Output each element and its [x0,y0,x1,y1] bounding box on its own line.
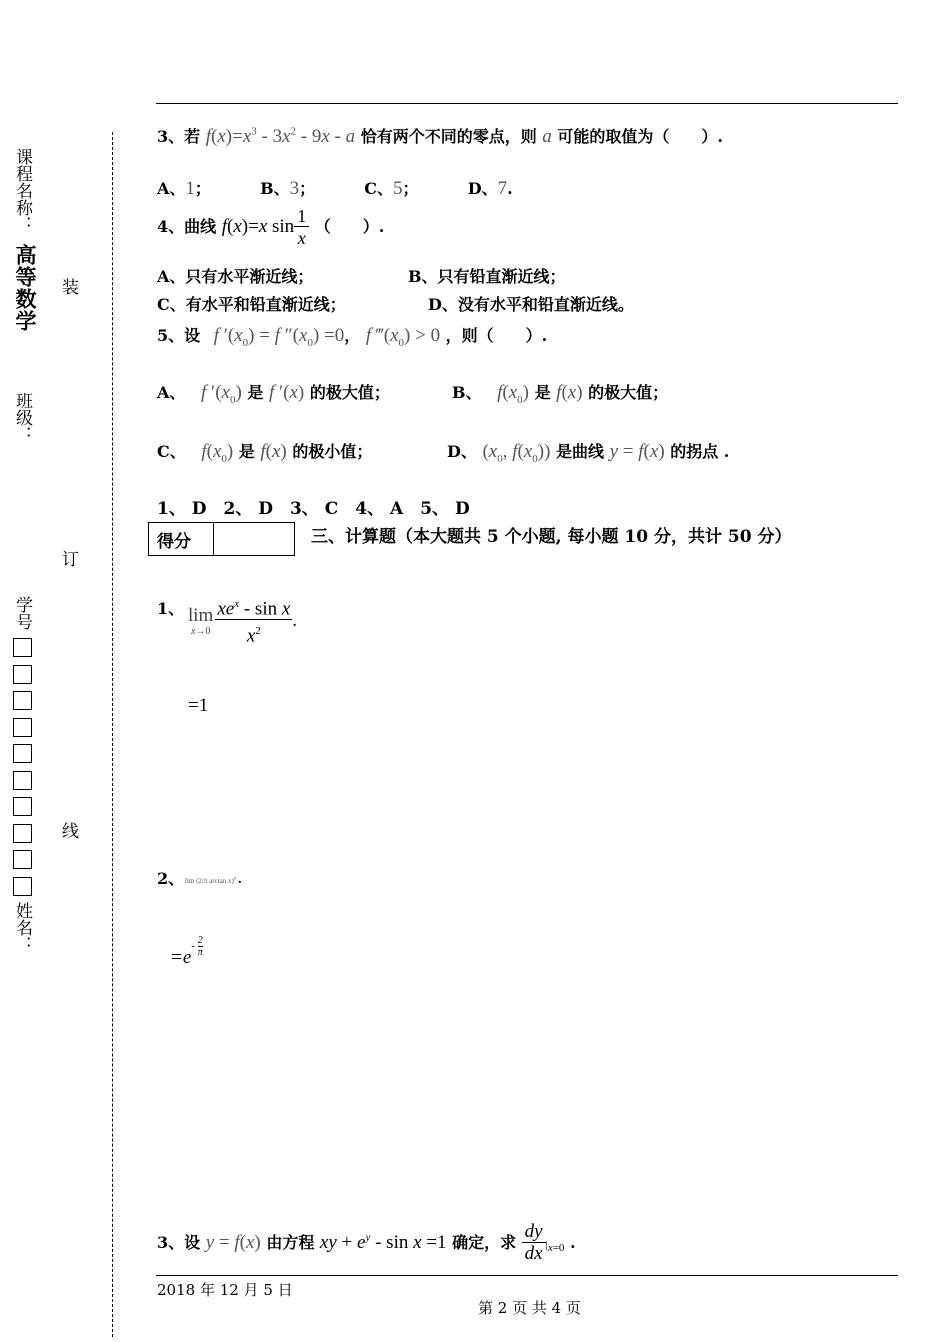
binding-mark-zhuang: 装 [62,278,79,298]
q5-option-b[interactable]: B、 $f(x_0)$ 是 f(x) 的极大值； [452,382,669,406]
calc-problem-1 [157,596,184,619]
name-label: 姓名： [12,902,32,953]
id-digit-box[interactable] [13,771,32,790]
student-id-boxes [13,638,32,896]
id-digit-box[interactable] [13,824,32,843]
p2-formula: lim (2/π arctan x)$^x$ . [185,872,242,887]
question-4 [157,206,384,249]
course-name: 高等数学 [13,244,38,332]
p3-number: 3、设 [157,1232,201,1252]
bottom-rule [156,1275,898,1276]
q5-option-a[interactable]: A、 f $'(x_0)$ 是 f ′(x) 的极大值； [157,382,390,406]
q4-text-end: （ ）. [314,216,385,236]
q3-option-d[interactable]: D、7. [467,178,513,199]
q5-number: 5、设 [157,326,201,345]
q5-formula-2: f $‴(x_0) > 0$ [365,325,441,349]
id-digit-box[interactable] [13,718,32,737]
score-value[interactable] [214,523,295,556]
calc-problem-2 [157,866,184,889]
q5-formula: f $'(x_0) = f$ $''(x_0) =0$ [213,325,345,349]
question-5: 5、设 f $'(x_0) = f$ $''(x_0) =0$， f $‴(x_0) > 0$ ，则（ ）. [157,325,548,349]
p1-answer: =1 [188,695,209,716]
binding-mark-ding: 订 [62,550,79,570]
question-3 [157,124,723,148]
q3-option-a[interactable]: A、1； [157,178,211,199]
q3-text-end: 可能的取值为（ ）. [557,127,723,146]
student-id-label: 学号 [12,596,32,630]
id-digit-box[interactable] [13,877,32,896]
q3-var: a [542,126,552,147]
footer-date: 2018 年 12 月 5 日 [157,1281,293,1299]
course-label: 课程名称： [12,148,32,233]
q4-option-a[interactable]: A、只有水平渐近线； [157,267,314,286]
score-label: 得分 [149,523,214,556]
p2-answer: $=e^{- \frac{2}{\pi}}$ [170,934,203,968]
q3-option-c[interactable]: C、5； [364,178,419,199]
p1-formula: lim x→0 $\frac{xe^x - \sin x}{x^2}$ . [188,594,297,648]
q3-text-mid: 恰有两个不同的零点，则 [360,127,537,146]
q4-option-d[interactable]: D、没有水平和铅直渐近线。 [428,295,634,314]
q4-formula: f(x)=x sin $\frac{1}{x}$ [222,216,309,237]
q3-formula: $f(x)=x^3 - 3x^2 - 9x - a$ [205,125,356,147]
q4-option-b[interactable]: B、只有铅直渐近线； [408,267,566,286]
q5-option-c[interactable]: C、 $f(x_0)$ 是 f(x) 的极小值； [157,441,373,465]
binding-line [112,132,113,1337]
q3-options [157,176,513,200]
top-rule [156,103,898,104]
id-digit-box[interactable] [13,850,32,869]
id-digit-box[interactable] [13,691,32,710]
q3-number: 3、若 [157,127,201,146]
q5-text-end: ，则（ ）. [445,326,548,345]
q5-option-d[interactable]: D、 ($x_0$, $f(x_0)$) 是曲线 y = f(x) 的拐点 . [447,441,730,465]
p1-number: 1、 [157,599,185,618]
id-digit-box[interactable] [13,638,32,657]
class-label: 班级： [12,392,32,443]
answers-line: 1、 D 2、 D 3、 C 4、 A 5、 D [157,499,470,519]
id-digit-box[interactable] [13,744,32,763]
q4-number: 4、曲线 [157,216,217,236]
p2-number: 2、 [157,869,185,888]
calc-problem-3: 3、设 y = f(x) 由方程 xy + $e^y - \sin x =1$ 确定，求 $\frac{dy}{dx}$ $|_{x=0}$ . [157,1221,576,1264]
q4-option-c[interactable]: C、有水平和铅直渐近线； [157,295,346,314]
id-digit-box[interactable] [13,797,32,816]
section-title: 三、计算题（本大题共 5 个小题, 每小题 10 分，共计 50 分） [311,527,792,547]
footer-page: 第 2 页 共 4 页 [478,1299,581,1317]
id-digit-box[interactable] [13,665,32,684]
score-box [148,522,295,556]
binding-mark-xian: 线 [62,822,79,842]
q3-option-b[interactable]: B、3； [260,178,316,199]
